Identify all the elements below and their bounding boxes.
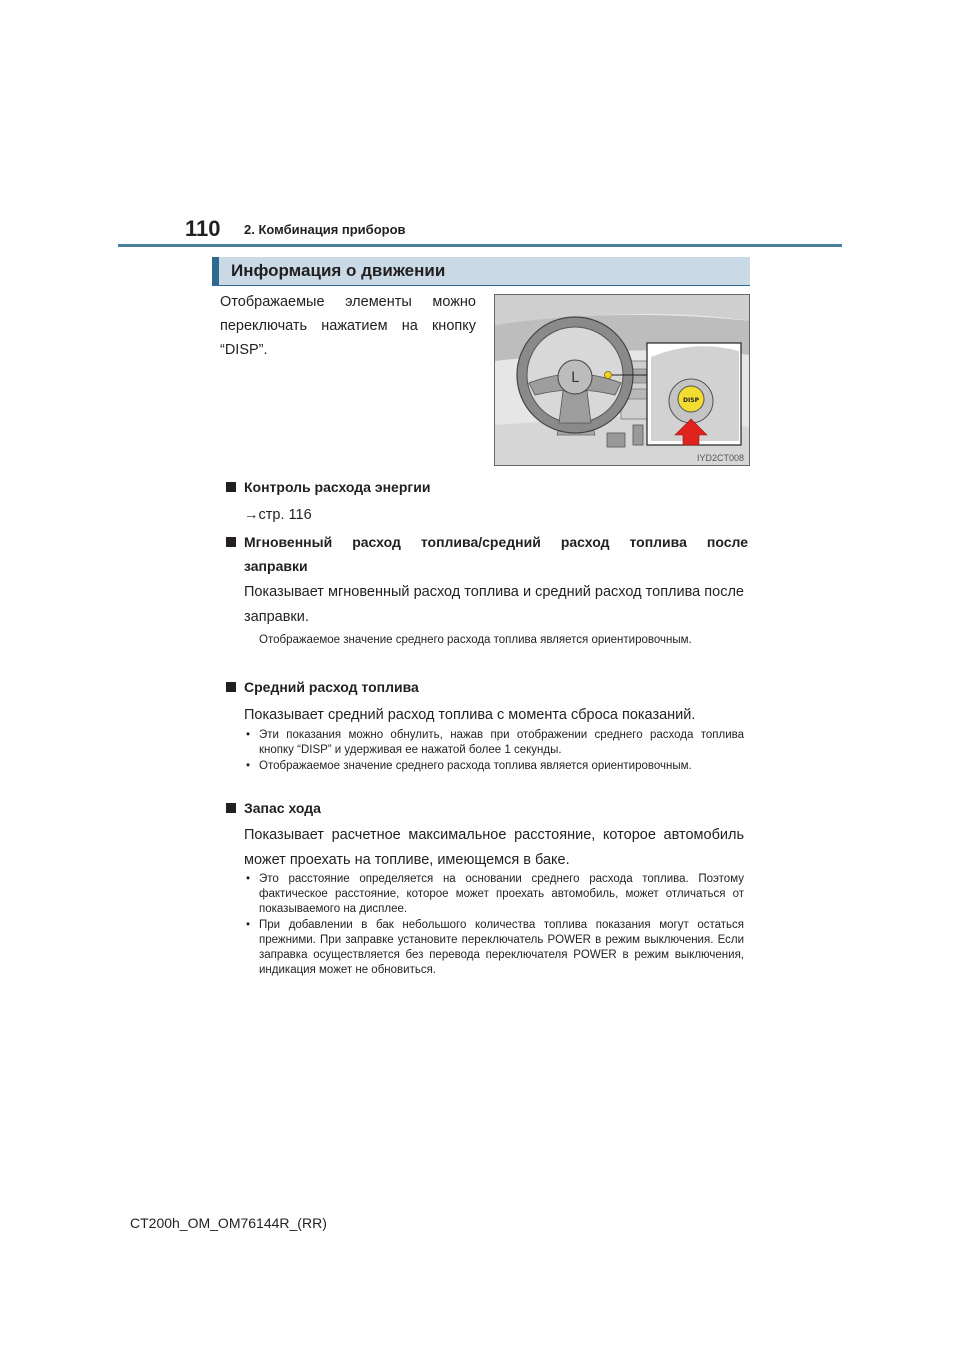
note-item: • Эти показания можно обнулить, нажав при отображении среднего расхода топлива кнопку “DISP” и удерживая ее нажатой более 1 секунды. <box>246 729 744 756</box>
item-heading-text: Запас хода <box>244 800 321 816</box>
dashboard-illustration <box>494 294 750 466</box>
notes-average-consumption <box>244 728 744 775</box>
note-item: • При добавлении в бак небольшого количества топлива показания могут остаться прежними. При заправке установите переключатель POWER в режим выключения. Если заправка осуществляется без перевода переключателя POWER в режим выключения, индикация может не обновиться. <box>246 919 744 976</box>
square-bullet-icon <box>226 537 236 547</box>
document-code: CT200h_OM_OM76144R_(RR) <box>130 1215 327 1231</box>
note-text: Эти показания можно обнулить, нажав при отображении среднего расхода топлива кнопку “DISP” и удерживая ее нажатой более 1 секунды. <box>259 729 744 756</box>
square-bullet-icon <box>226 682 236 692</box>
item-heading-text: Контроль расхода энергии <box>244 479 431 495</box>
svg-text:L: L <box>571 370 579 386</box>
intro-paragraph: Отображаемые элементы можно переключать нажатием на кнопку “DISP”. <box>220 294 476 358</box>
note-item: • Отображаемое значение среднего расхода топлива является ориентировочным. <box>246 760 692 772</box>
note-item: • Это расстояние определяется на основании среднего расхода топлива. Поэтому фактическое расстояние, которое может проехать автомобиль, может отличаться от показываемого на дисплее. <box>246 873 744 915</box>
item-heading-line2: заправки <box>244 558 308 574</box>
note-text: При добавлении в бак небольшого количества топлива показания могут остаться прежними. При заправке установите переключатель POWER в режим выключения. Если заправка осуществляется без перевода переключателя POWER в режим выключения, индикация может не обновиться. <box>259 919 744 976</box>
disp-button-label: DISP <box>683 397 699 404</box>
item-heading-range <box>226 796 321 820</box>
section-title-underline <box>212 285 750 286</box>
note-text: Это расстояние определяется на основании среднего расхода топлива. Поэтому фактическое расстояние, которое может проехать автомобиль, может отличаться от показываемого на дисплее. <box>259 873 744 915</box>
item-note-instant-consumption: Отображаемое значение среднего расхода топлива является ориентировочным. <box>259 634 692 646</box>
chapter-title: 2. Комбинация приборов <box>244 222 406 237</box>
square-bullet-icon <box>226 803 236 813</box>
page-reference: →стр. 116 <box>244 507 312 523</box>
notes-range <box>244 872 744 979</box>
item-heading-instant-consumption <box>226 530 748 578</box>
note-text: Отображаемое значение среднего расхода топлива является ориентировочным. <box>259 760 692 772</box>
item-heading-text: Средний расход топлива <box>244 679 419 695</box>
item-heading-average-consumption <box>226 675 419 699</box>
figure-code: IYD2CT008 <box>696 453 744 463</box>
item-heading-line1: Мгновенный расход топлива/средний расход топлива после <box>244 534 748 550</box>
item-heading-energy-monitor <box>226 475 430 499</box>
item-text-average-consumption: Показывает средний расход топлива с момента сброса показаний. <box>244 707 696 723</box>
section-title: Информация о движении <box>231 261 446 280</box>
section-title-bar <box>212 257 750 285</box>
item-text-instant-consumption: Показывает мгновенный расход топлива и средний расход топлива после заправки. <box>244 584 744 625</box>
item-text-range: Показывает расчетное максимальное расстояние, которое автомобиль может проехать на топливе, имеющемся в баке. <box>244 827 744 868</box>
page-number: 110 <box>185 216 221 241</box>
header-divider <box>118 244 842 247</box>
dashboard-drawing <box>495 295 750 466</box>
square-bullet-icon <box>226 482 236 492</box>
